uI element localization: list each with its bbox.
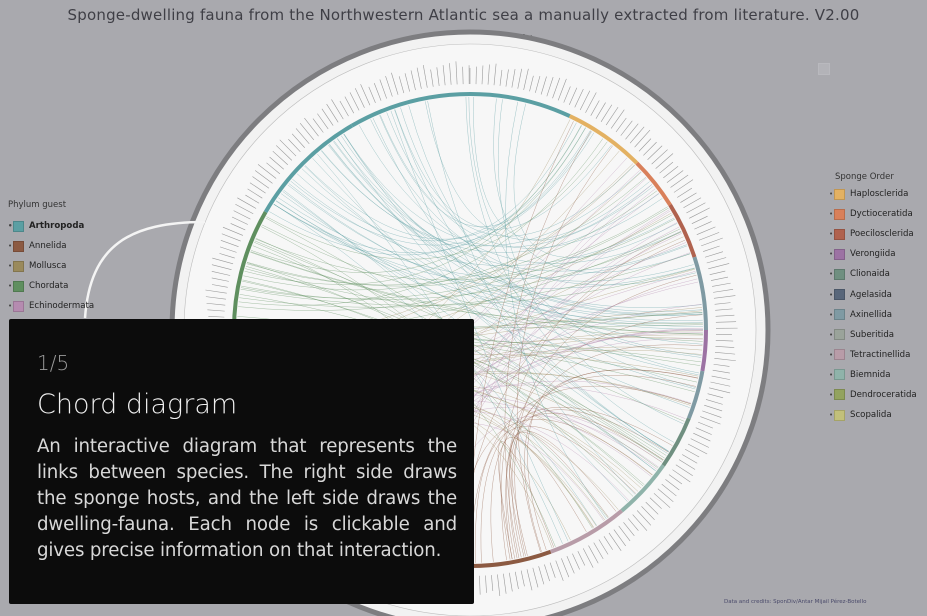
color-swatch bbox=[834, 410, 845, 421]
legend-item-axinellida[interactable] bbox=[829, 305, 917, 325]
color-swatch bbox=[13, 261, 24, 272]
bullet-icon: • bbox=[829, 210, 834, 219]
legend-item-echinodermata[interactable] bbox=[8, 296, 94, 316]
legend-label: Suberitida bbox=[850, 329, 895, 340]
legend-item-biemnida[interactable] bbox=[829, 365, 917, 385]
color-swatch bbox=[13, 281, 24, 292]
bullet-icon: • bbox=[829, 370, 834, 379]
bullet-icon: • bbox=[829, 310, 834, 319]
legend-label: Echinodermata bbox=[29, 301, 95, 312]
color-swatch bbox=[834, 349, 845, 360]
bullet-icon: • bbox=[8, 242, 13, 251]
color-swatch bbox=[834, 209, 845, 220]
legend-label: Mollusca bbox=[29, 261, 67, 272]
color-swatch bbox=[834, 189, 845, 200]
legend-label: Verongiida bbox=[850, 249, 896, 260]
bullet-icon: • bbox=[8, 222, 13, 231]
phylum-legend-title: Phylum guest bbox=[8, 200, 67, 210]
legend-item-arthropoda[interactable] bbox=[8, 216, 94, 236]
legend-label: Agelasida bbox=[850, 289, 892, 300]
legend-label: Biemnida bbox=[850, 369, 891, 380]
legend-item-chordata[interactable] bbox=[8, 276, 94, 296]
color-swatch bbox=[13, 221, 24, 232]
legend-label: Tetractinellida bbox=[850, 349, 911, 360]
bullet-icon: • bbox=[8, 262, 13, 271]
legend-item-agelasida[interactable] bbox=[829, 284, 917, 304]
legend-label: Arthropoda bbox=[29, 221, 85, 232]
legend-label: Clionaida bbox=[850, 269, 890, 280]
legend-label: Dendroceratida bbox=[850, 389, 917, 400]
legend-item-annelida[interactable] bbox=[8, 236, 94, 256]
bullet-icon: • bbox=[8, 302, 13, 311]
legend-item-dyctioceratida[interactable] bbox=[829, 204, 917, 224]
legend-item-clionaida[interactable] bbox=[829, 264, 917, 284]
credits-link[interactable]: Data and credits: SponDiv/Antar Mijail Pérez-Botello bbox=[724, 599, 867, 605]
bullet-icon: • bbox=[829, 330, 834, 339]
phylum-legend bbox=[8, 200, 94, 316]
color-swatch bbox=[834, 229, 845, 240]
color-swatch bbox=[834, 329, 845, 340]
legend-label: Dyctioceratida bbox=[850, 209, 913, 220]
tour-body-text: An interactive diagram that represents the links between species. The right side draws the sponge hosts, and the left side draws the dwelling-fauna. Each node is clickable and gives precise information on that interaction. bbox=[37, 436, 457, 561]
legend-label: Poecilosclerida bbox=[850, 229, 914, 240]
color-swatch bbox=[834, 289, 845, 300]
color-swatch bbox=[834, 269, 845, 280]
color-swatch bbox=[834, 389, 845, 400]
legend-item-dendroceratida[interactable] bbox=[829, 385, 917, 405]
page-title: Sponge-dwelling fauna from the Northwestern Atlantic sea a manually extracted from literature. V2.00 bbox=[67, 6, 860, 24]
legend-label: Haplosclerida bbox=[850, 189, 909, 200]
legend-label: Chordata bbox=[29, 281, 69, 292]
color-swatch bbox=[834, 369, 845, 380]
color-swatch bbox=[13, 301, 24, 312]
bullet-icon: • bbox=[829, 250, 834, 259]
legend-item-verongiida[interactable] bbox=[829, 244, 917, 264]
legend-item-suberitida[interactable] bbox=[829, 325, 917, 345]
bullet-icon: • bbox=[8, 282, 13, 291]
tour-step-counter: 1/5 bbox=[37, 351, 70, 375]
bullet-icon: • bbox=[829, 411, 834, 420]
tour-heading: Chord diagram bbox=[37, 389, 238, 420]
legend-label: Scopalida bbox=[850, 410, 892, 421]
bullet-icon: • bbox=[829, 290, 834, 299]
legend-label: Axinellida bbox=[850, 309, 892, 320]
sponge-order-legend bbox=[829, 172, 917, 425]
bullet-icon: • bbox=[829, 190, 834, 199]
bullet-icon: • bbox=[829, 390, 834, 399]
legend-label: Annelida bbox=[29, 241, 67, 252]
bullet-icon: • bbox=[829, 270, 834, 279]
color-swatch bbox=[13, 241, 24, 252]
legend-item-haplosclerida[interactable] bbox=[829, 184, 917, 204]
legend-item-poecilosclerida[interactable] bbox=[829, 224, 917, 244]
legend-item-tetractinellida[interactable] bbox=[829, 345, 917, 365]
legend-item-mollusca[interactable] bbox=[8, 256, 94, 276]
order-legend-title: Sponge Order bbox=[835, 172, 894, 182]
tour-popup bbox=[9, 319, 474, 604]
bullet-icon: • bbox=[829, 230, 834, 239]
legend-item-scopalida[interactable] bbox=[829, 405, 917, 425]
color-swatch bbox=[834, 249, 845, 260]
color-swatch bbox=[834, 309, 845, 320]
bullet-icon: • bbox=[829, 350, 834, 359]
